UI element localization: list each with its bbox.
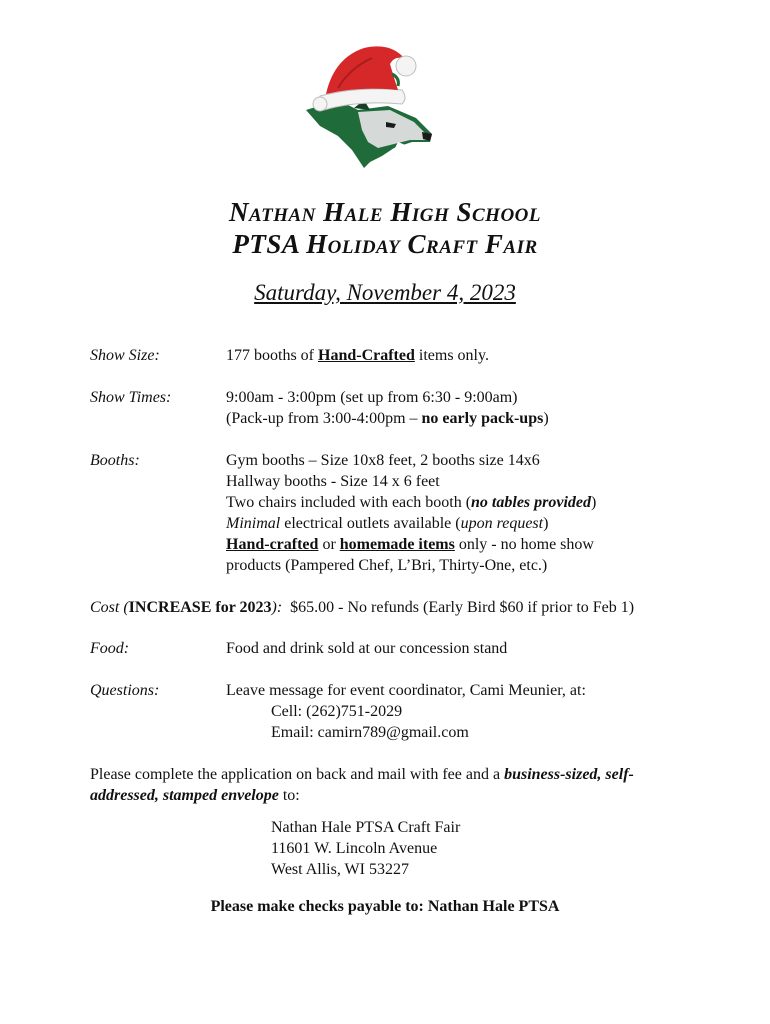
booths-line5: Hand-crafted or homemade items only - no home show (226, 536, 594, 553)
show-size-value: 177 booths of Hand-Crafted items only. (226, 347, 489, 364)
food-label: Food: (90, 640, 130, 657)
booths-line2: Hallway booths - Size 14 x 6 feet (226, 473, 440, 490)
food-value: Food and drink sold at our concession stand (226, 640, 508, 657)
event-date: Saturday, November 4, 2023 (254, 280, 516, 305)
booths-label: Booths: (90, 452, 140, 469)
show-times-line2: (Pack-up from 3:00-4:00pm – no early pack-ups) (226, 410, 549, 427)
questions-label: Questions: (90, 682, 160, 699)
checks-payable: Please make checks payable to: Nathan Hale PTSA (210, 898, 560, 915)
title-line1: Nathan Hale High School (228, 197, 542, 227)
contact-cell: Cell: (262)751-2029 (271, 703, 403, 720)
booths-line1: Gym booths – Size 10x8 feet, 2 booths size 14x6 (226, 452, 540, 469)
show-size-label: Show Size: (90, 347, 160, 364)
cost-row: Cost (INCREASE for 2023): $65.00 - No refunds (Early Bird $60 if prior to Feb 1) (90, 599, 635, 616)
show-times-line1: 9:00am - 3:00pm (set up from 6:30 - 9:00am) (226, 389, 518, 406)
show-times-label: Show Times: (90, 389, 172, 406)
mailing-instructions: Please complete the application on back and mail with fee and a business-sized, self-addressed, stamped envelope to: (90, 766, 634, 804)
booths-line6: products (Pampered Chef, L’Bri, Thirty-One, etc.) (226, 557, 548, 574)
address-line2: 11601 W. Lincoln Avenue (271, 840, 438, 857)
questions-line1: Leave message for event coordinator, Cami Meunier, at: (226, 682, 586, 699)
address-line3: West Allis, WI 53227 (271, 861, 409, 878)
address-line1: Nathan Hale PTSA Craft Fair (271, 819, 461, 836)
contact-email: Email: camirn789@gmail.com (271, 724, 469, 741)
title-line2: PTSA Holiday Craft Fair (232, 229, 538, 259)
husky-santa-logo (298, 38, 438, 172)
booths-line4: Minimal electrical outlets available (upon request) (226, 515, 549, 532)
booths-line3: Two chairs included with each booth (no tables provided) (226, 494, 597, 511)
